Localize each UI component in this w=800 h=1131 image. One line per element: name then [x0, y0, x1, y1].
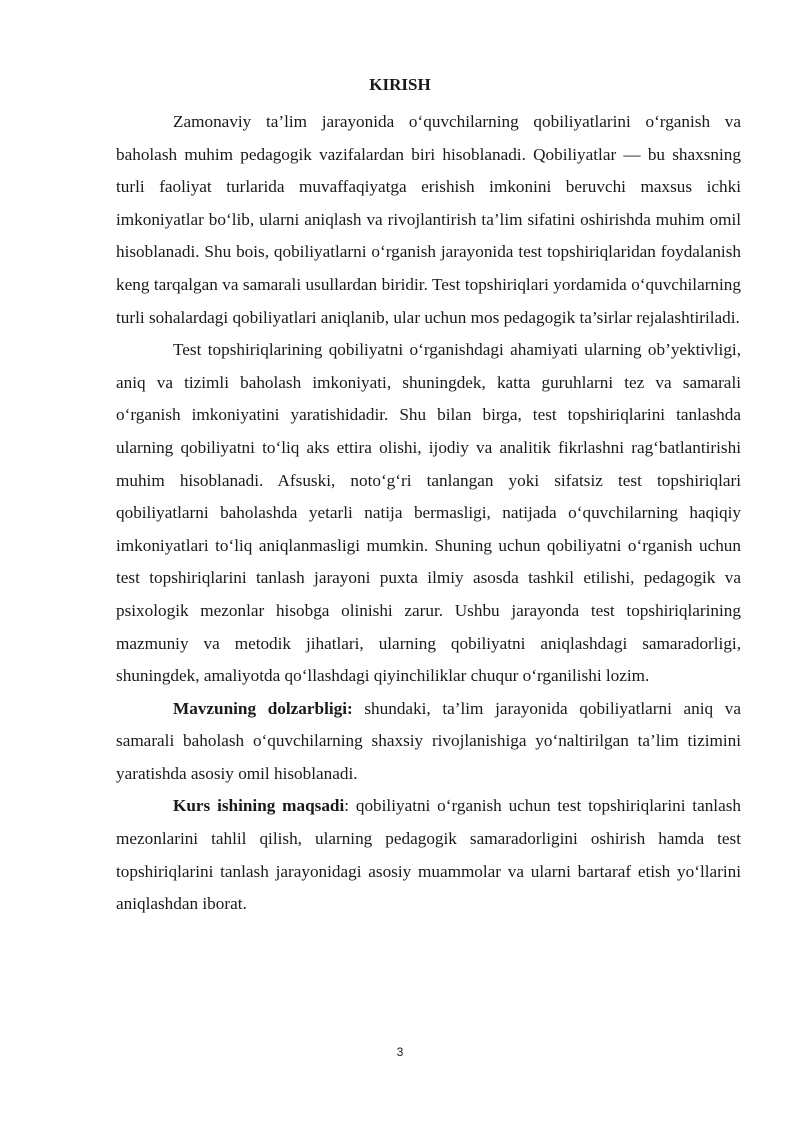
paragraph-text: Zamonaviy ta’lim jarayonida o‘quvchilarning qobiliyatlarini o‘rganish va baholash muhim pedagogik vazifalardan biri hisoblanadi. Qobiliyatlar — bu shaxsning turli faoliyat turlarida muvaffaqiyatga erishish imkonini beruvchi maxsus ichki imkoniyatlar bo‘lib, ularni aniqlash va rivojlantirish ta’lim sifatini oshirishda muhim omil hisoblanadi. Shu bois, qobiliyatlarni o‘rganish jarayonida test topshiriqlaridan foydalanish keng tarqalgan va samarali usullardan biridir. Test topshiriqlari yordamida o‘quvchilarning turli sohalardagi qobiliyatlari aniqlanib, ular uchun mos pedagogik ta’sirlar rejalashtiriladi.: [116, 112, 741, 327]
paragraph-lead: Mavzuning dolzarbligi:: [173, 698, 353, 718]
section-title: KIRISH: [369, 75, 431, 94]
body-text: [116, 106, 741, 921]
paragraph-importance: [116, 334, 741, 693]
page-number: 3: [396, 1045, 404, 1059]
paragraph-relevance: [116, 693, 741, 791]
paragraph-goal: [116, 790, 741, 920]
paragraph-text: shundaki, ta’lim jarayonida qobiliyatlarni aniq va samarali baholash o‘quvchilarning shaxsiy rivojlanishiga yo‘naltirilgan ta’lim tizimini yaratishda asosiy omil hisoblanadi.: [116, 698, 741, 783]
paragraph-lead: Kurs ishining maqsadi: [173, 796, 345, 816]
paragraph-text: : qobiliyatni o‘rganish uchun test topshiriqlarini tanlash mezonlarini tahlil qilish, ularning pedagogik samaradorligini oshirish hamda test topshiriqlarini tanlash jarayonidagi asosiy muammolar va ularni bartaraf etish yo‘llarini aniqlashdan iborat.: [116, 796, 741, 914]
paragraph-text: Test topshiriqlarining qobiliyatni o‘rganishdagi ahamiyati ularning ob’yektivligi, aniq va tizimli baholash imkoniyati, shuningdek, katta guruhlarni tez va samarali o‘rganish imkoniyatini yaratishidadir. Shu bilan birga, test topshiriqlarini tanlashda ularning qobiliyatni to‘liq aks ettira olishi, ijodiy va analitik fikrlashni rag‘batlantirishi muhim hisoblanadi. Afsuski, noto‘g‘ri tanlangan yoki sifatsiz test topshiriqlari qobiliyatlarni baholashda yetarli natija bermasligi, natijada o‘quvchilarning haqiqiy imkoniyatlari to‘liq aniqlanmasligi mumkin. Shuning uchun qobiliyatni o‘rganish uchun test topshiriqlarini tanlash jarayoni puxta ilmiy asosda tashkil etilishi, pedagogik va psixologik mezonlar hisobga olinishi zarur. Ushbu jarayonda test topshiriqlarining mazmuniy va metodik jihatlari, ularning qobiliyatni aniqlashdagi samaradorligi, shuningdek, amaliyotda qo‘llashdagi qiyinchiliklar chuqur o‘rganilishi lozim.: [116, 340, 741, 686]
paragraph-intro: [116, 106, 741, 334]
